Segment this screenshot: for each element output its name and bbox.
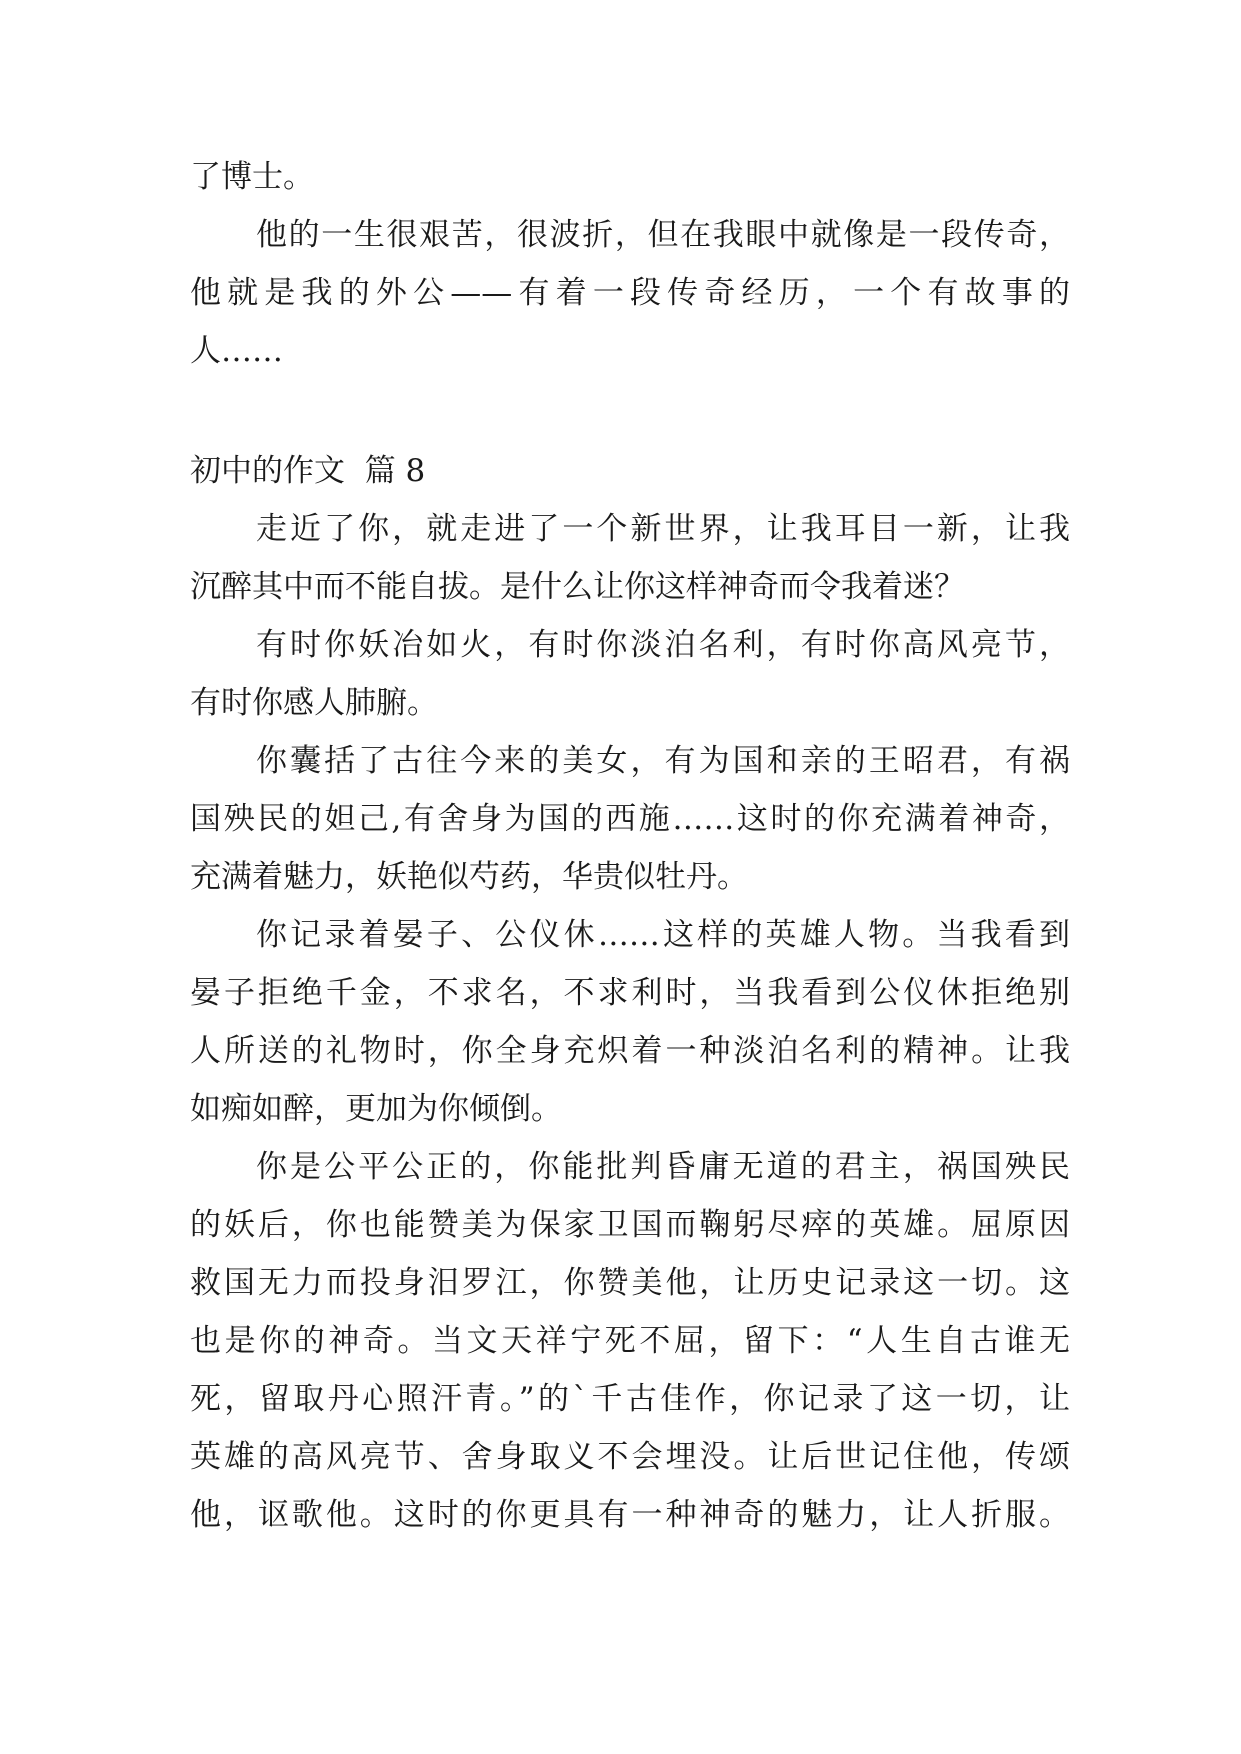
text-line: 你记录着晏子、公仪休……这样的英雄人物。当我看到: [256, 917, 1070, 953]
text-line: 人所送的礼物时，你全身充炽着一种淡泊名利的精神。让我: [190, 1033, 1070, 1069]
essay-body: [190, 500, 1070, 1544]
text-line: 人……: [190, 333, 283, 369]
text-line: 死，留取丹心照汗青。”的`千古佳作，你记录了这一切，让: [190, 1381, 1070, 1417]
text-line: 他的一生很艰苦，很波折，但在我眼中就像是一段传奇，: [256, 217, 1070, 253]
text-line: 他就是我的外公——有着一段传奇经历，一个有故事的: [190, 275, 1070, 311]
text-line: 你囊括了古往今来的美女，有为国和亲的王昭君，有祸: [256, 743, 1070, 779]
previous-essay-ending: [190, 148, 1070, 380]
text-line: 晏子拒绝千金，不求名，不求利时，当我看到公仪休拒绝别: [190, 975, 1070, 1011]
text-line: 的妖后，你也能赞美为保家卫国而鞠躬尽瘁的英雄。屈原因: [190, 1207, 1070, 1243]
text-line: 充满着魅力，妖艳似芍药，华贵似牡丹。: [190, 859, 748, 895]
section-title: 初中的作文 篇 8: [190, 453, 426, 489]
document-page: [190, 148, 1070, 1544]
text-line: 救国无力而投身汨罗江，你赞美他，让历史记录这一切。这: [190, 1265, 1070, 1301]
text-line: 了博士。: [190, 159, 314, 195]
text-line: 他，讴歌他。这时的你更具有一种神奇的魅力，让人折服。: [190, 1497, 1070, 1533]
text-line: 英雄的高风亮节、舍身取义不会埋没。让后世记住他，传颂: [190, 1439, 1070, 1475]
text-line: 国殃民的妲己,有舍身为国的西施……这时的你充满着神奇，: [190, 801, 1070, 837]
text-line: 也是你的神奇。当文天祥宁死不屈，留下：“人生自古谁无: [190, 1323, 1070, 1359]
text-line: 沉醉其中而不能自拔。是什么让你这样神奇而令我着迷？: [190, 569, 965, 605]
text-line: 有时你感人肺腑。: [190, 685, 438, 721]
text-line: 有时你妖冶如火，有时你淡泊名利，有时你高风亮节，: [256, 627, 1070, 663]
text-line: 走近了你，就走进了一个新世界，让我耳目一新，让我: [256, 511, 1070, 547]
text-line: 你是公平公正的，你能批判昏庸无道的君主，祸国殃民: [256, 1149, 1070, 1185]
text-line: 如痴如醉，更加为你倾倒。: [190, 1091, 562, 1127]
